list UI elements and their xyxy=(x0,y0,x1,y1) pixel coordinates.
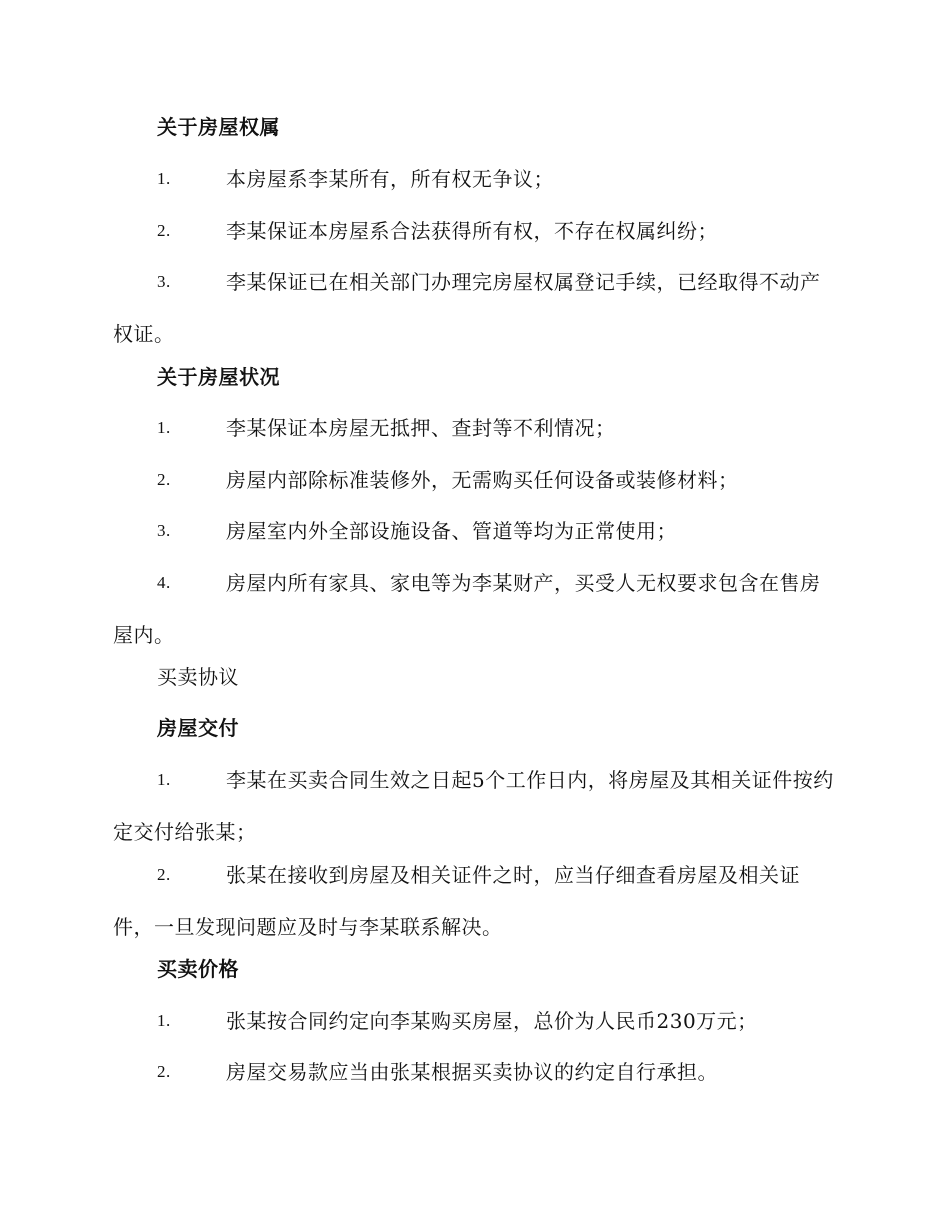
section-title-ownership: 关于房屋权属 xyxy=(157,115,280,139)
item-number: 1. xyxy=(157,1011,171,1030)
list-item xyxy=(113,754,835,858)
item-text: 李某保证本房屋无抵押、查封等不利情况； xyxy=(226,416,616,440)
item-text: 张某在接收到房屋及相关证件之时，应当仔细查看房屋及相关证件，一旦发现问题应及时与李某联系解决。 xyxy=(113,863,800,939)
item-text: 房屋室内外全部设施设备、管道等均为正常使用； xyxy=(226,519,677,543)
item-number: 1. xyxy=(157,770,171,789)
list-item xyxy=(113,849,835,953)
list-item xyxy=(113,454,835,506)
list-item xyxy=(113,256,835,360)
section-title-price: 买卖价格 xyxy=(157,957,239,981)
item-number: 2. xyxy=(157,221,171,240)
item-text: 本房屋系李某所有，所有权无争议； xyxy=(226,167,554,191)
item-text: 李某在买卖合同生效之日起5个工作日内，将房屋及其相关证件按约定交付给张某； xyxy=(113,768,834,844)
list-item xyxy=(113,402,835,454)
item-number: 2. xyxy=(157,470,171,489)
section-title-agreement: 买卖协议 xyxy=(157,665,239,689)
item-text: 房屋内所有家具、家电等为李某财产，买受人无权要求包含在售房屋内。 xyxy=(113,571,821,647)
list-item xyxy=(113,1046,835,1098)
section-title-condition: 关于房屋状况 xyxy=(157,365,280,389)
item-number: 2. xyxy=(157,1062,171,1081)
item-number: 2. xyxy=(157,865,171,884)
item-text: 房屋内部除标准装修外，无需购买任何设备或装修材料； xyxy=(226,468,739,492)
list-item xyxy=(113,505,835,557)
item-number: 1. xyxy=(157,418,171,437)
item-text: 房屋交易款应当由张某根据买卖协议的约定自行承担。 xyxy=(226,1060,718,1084)
item-text: 张某按合同约定向李某购买房屋，总价为人民币230万元； xyxy=(226,1009,758,1033)
section-title-delivery: 房屋交付 xyxy=(157,716,239,740)
list-item xyxy=(113,205,835,257)
item-number: 4. xyxy=(157,573,171,592)
item-text: 李某保证本房屋系合法获得所有权，不存在权属纠纷； xyxy=(226,219,718,243)
list-item xyxy=(113,557,835,661)
item-number: 3. xyxy=(157,521,171,540)
item-text: 李某保证已在相关部门办理完房屋权属登记手续，已经取得不动产权证。 xyxy=(113,270,821,346)
list-item xyxy=(113,995,835,1047)
list-item xyxy=(113,153,835,205)
item-number: 1. xyxy=(157,169,171,188)
item-number: 3. xyxy=(157,272,171,291)
